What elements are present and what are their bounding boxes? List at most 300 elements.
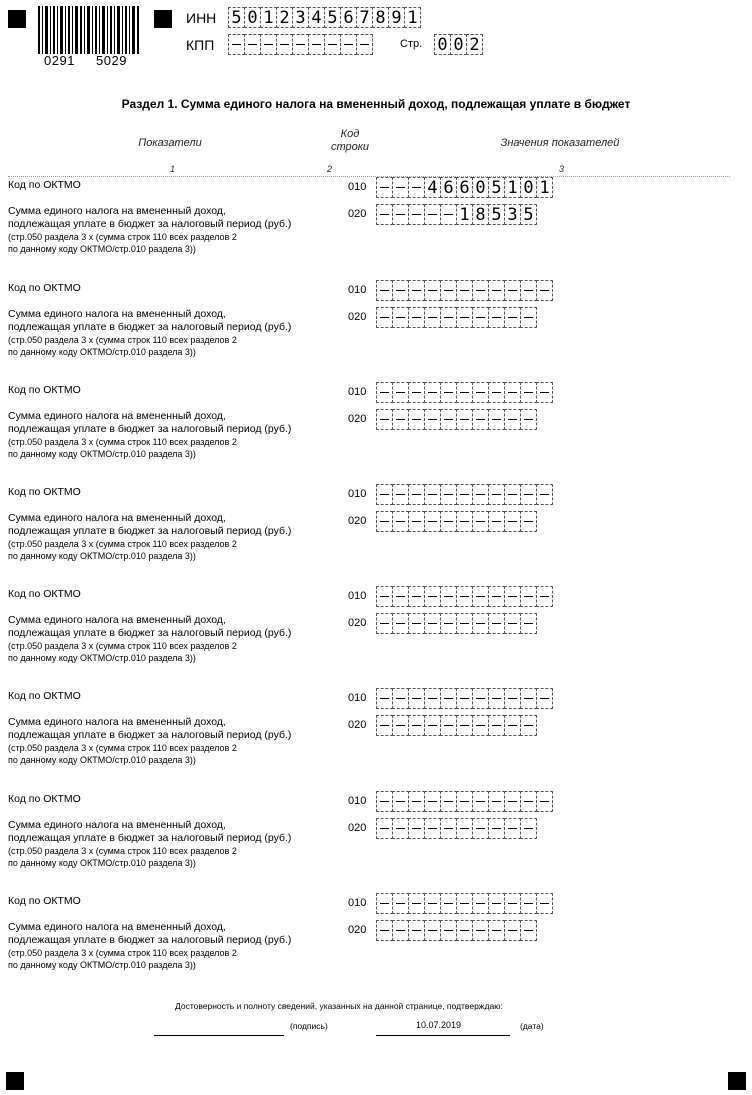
field-cell bbox=[424, 280, 441, 301]
field-cell bbox=[376, 613, 393, 634]
field-cell bbox=[424, 382, 441, 403]
tax-sum-field[interactable] bbox=[376, 920, 536, 941]
tax-sum-field[interactable] bbox=[376, 613, 536, 634]
field-cell bbox=[440, 409, 457, 430]
field-cell bbox=[408, 177, 425, 198]
field-cell bbox=[408, 511, 425, 532]
field-cell bbox=[408, 409, 425, 430]
field-cell bbox=[392, 511, 409, 532]
oktmo-block bbox=[0, 384, 752, 484]
field-cell bbox=[456, 511, 473, 532]
page-number-field[interactable] bbox=[434, 34, 482, 55]
field-cell bbox=[456, 715, 473, 736]
oktmo-label: Код по ОКТМО bbox=[8, 895, 81, 907]
field-cell bbox=[392, 280, 409, 301]
field-cell: 5 bbox=[488, 177, 505, 198]
column-header-code bbox=[330, 128, 370, 154]
field-cell bbox=[472, 715, 489, 736]
tax-sum-description bbox=[8, 205, 338, 255]
field-cell bbox=[472, 511, 489, 532]
field-cell bbox=[440, 791, 457, 812]
tax-sum-line1: Сумма единого налога на вмененный доход, bbox=[8, 716, 226, 728]
oktmo-label: Код по ОКТМО bbox=[8, 690, 81, 702]
field-cell bbox=[244, 34, 261, 55]
field-cell: 8 bbox=[472, 204, 489, 225]
oktmo-code-field[interactable] bbox=[376, 688, 552, 709]
tax-sum-line1: Сумма единого налога на вмененный доход, bbox=[8, 308, 226, 320]
column-number-3: 3 bbox=[559, 164, 565, 174]
field-cell bbox=[440, 688, 457, 709]
field-cell bbox=[376, 818, 393, 839]
section-title: Раздел 1. Сумма единого налога на вмененный доход, подлежащая уплате в бюджет bbox=[121, 97, 631, 111]
field-cell: 0 bbox=[472, 177, 489, 198]
tax-sum-description bbox=[8, 410, 338, 460]
field-cell bbox=[504, 382, 521, 403]
oktmo-code-field[interactable] bbox=[376, 791, 552, 812]
field-cell: 0 bbox=[520, 177, 537, 198]
oktmo-label: Код по ОКТМО bbox=[8, 486, 81, 498]
field-cell bbox=[504, 920, 521, 941]
field-cell bbox=[440, 893, 457, 914]
tax-sum-line1: Сумма единого налога на вмененный доход, bbox=[8, 921, 226, 933]
oktmo-block bbox=[0, 895, 752, 995]
field-cell bbox=[520, 715, 537, 736]
field-cell bbox=[392, 307, 409, 328]
field-cell bbox=[504, 715, 521, 736]
field-cell bbox=[392, 204, 409, 225]
field-cell bbox=[408, 791, 425, 812]
field-cell: 1 bbox=[536, 177, 553, 198]
field-cell bbox=[376, 791, 393, 812]
field-cell bbox=[424, 893, 441, 914]
field-cell bbox=[392, 893, 409, 914]
field-cell bbox=[376, 511, 393, 532]
line-code-010: 010 bbox=[348, 692, 367, 704]
field-cell bbox=[536, 484, 553, 505]
field-cell bbox=[392, 920, 409, 941]
field-cell bbox=[520, 307, 537, 328]
field-cell: 6 bbox=[340, 7, 357, 28]
field-cell bbox=[440, 715, 457, 736]
field-cell bbox=[488, 307, 505, 328]
field-cell bbox=[520, 280, 537, 301]
tax-sum-field[interactable] bbox=[376, 204, 536, 225]
field-cell: 2 bbox=[466, 34, 483, 55]
field-cell: 9 bbox=[388, 7, 405, 28]
tax-sum-line2: подлежащая уплате в бюджет за налоговый период (руб.) bbox=[8, 934, 292, 946]
field-cell bbox=[292, 34, 309, 55]
field-cell bbox=[488, 280, 505, 301]
field-cell bbox=[472, 818, 489, 839]
tax-sum-field[interactable] bbox=[376, 818, 536, 839]
field-cell bbox=[504, 409, 521, 430]
field-cell bbox=[536, 382, 553, 403]
field-cell bbox=[424, 586, 441, 607]
field-cell bbox=[472, 688, 489, 709]
date-value[interactable]: 10.07.2019 bbox=[416, 1020, 462, 1030]
field-cell: 4 bbox=[308, 7, 325, 28]
page-label: Стр. bbox=[400, 38, 423, 50]
field-cell: 2 bbox=[276, 7, 293, 28]
tax-sum-note2: по данному коду ОКТМО/стр.010 раздела 3)) bbox=[8, 653, 196, 663]
tax-sum-note2: по данному коду ОКТМО/стр.010 раздела 3)) bbox=[8, 244, 196, 254]
field-cell bbox=[392, 586, 409, 607]
field-cell bbox=[536, 893, 553, 914]
field-cell bbox=[520, 893, 537, 914]
oktmo-label: Код по ОКТМО bbox=[8, 793, 81, 805]
field-cell bbox=[376, 382, 393, 403]
field-cell: 1 bbox=[456, 204, 473, 225]
field-cell bbox=[440, 511, 457, 532]
corner-marker-top-left bbox=[8, 10, 26, 28]
oktmo-code-field[interactable] bbox=[376, 382, 552, 403]
field-cell bbox=[376, 586, 393, 607]
field-cell: 5 bbox=[228, 7, 245, 28]
field-cell bbox=[504, 818, 521, 839]
inn-field[interactable] bbox=[228, 7, 420, 28]
field-cell bbox=[424, 818, 441, 839]
field-cell bbox=[456, 280, 473, 301]
field-cell: 0 bbox=[244, 7, 261, 28]
oktmo-block bbox=[0, 793, 752, 893]
field-cell bbox=[536, 688, 553, 709]
field-cell bbox=[456, 818, 473, 839]
field-cell bbox=[456, 382, 473, 403]
field-cell bbox=[520, 382, 537, 403]
field-cell bbox=[472, 613, 489, 634]
tax-sum-note1: (стр.050 раздела 3 х (сумма строк 110 всех разделов 2 bbox=[8, 641, 237, 651]
oktmo-block bbox=[0, 588, 752, 688]
field-cell bbox=[504, 511, 521, 532]
field-cell bbox=[276, 34, 293, 55]
field-cell bbox=[424, 715, 441, 736]
date-line bbox=[376, 1035, 510, 1036]
field-cell bbox=[408, 484, 425, 505]
tax-sum-field[interactable] bbox=[376, 409, 536, 430]
field-cell bbox=[488, 586, 505, 607]
field-cell: 3 bbox=[504, 204, 521, 225]
field-cell bbox=[488, 688, 505, 709]
line-code-010: 010 bbox=[348, 897, 367, 909]
field-cell bbox=[376, 484, 393, 505]
tax-sum-note2: по данному коду ОКТМО/стр.010 раздела 3)) bbox=[8, 449, 196, 459]
tax-sum-line1: Сумма единого налога на вмененный доход, bbox=[8, 512, 226, 524]
field-cell bbox=[456, 586, 473, 607]
oktmo-block bbox=[0, 282, 752, 382]
date-label: (дата) bbox=[520, 1021, 544, 1031]
field-cell: 1 bbox=[260, 7, 277, 28]
tax-sum-line1: Сумма единого налога на вмененный доход, bbox=[8, 614, 226, 626]
tax-sum-line2: подлежащая уплате в бюджет за налоговый период (руб.) bbox=[8, 832, 292, 844]
line-code-020: 020 bbox=[348, 924, 367, 936]
kpp-label: КПП bbox=[186, 37, 215, 53]
field-cell bbox=[424, 307, 441, 328]
tax-sum-line1: Сумма единого налога на вмененный доход, bbox=[8, 205, 226, 217]
field-cell bbox=[456, 409, 473, 430]
column-header-rule bbox=[8, 176, 730, 177]
field-cell bbox=[520, 791, 537, 812]
field-cell bbox=[424, 484, 441, 505]
tax-sum-note2: по данному коду ОКТМО/стр.010 раздела 3)) bbox=[8, 858, 196, 868]
field-cell bbox=[408, 280, 425, 301]
field-cell bbox=[392, 484, 409, 505]
field-cell bbox=[440, 920, 457, 941]
field-cell bbox=[408, 688, 425, 709]
field-cell bbox=[440, 280, 457, 301]
field-cell bbox=[520, 613, 537, 634]
field-cell bbox=[408, 920, 425, 941]
tax-sum-description bbox=[8, 716, 338, 766]
line-code-020: 020 bbox=[348, 822, 367, 834]
field-cell bbox=[408, 586, 425, 607]
field-cell: 0 bbox=[434, 34, 451, 55]
oktmo-block bbox=[0, 690, 752, 790]
line-code-010: 010 bbox=[348, 386, 367, 398]
tax-sum-field[interactable] bbox=[376, 511, 536, 532]
field-cell bbox=[424, 511, 441, 532]
kpp-field[interactable] bbox=[228, 34, 372, 55]
field-cell bbox=[392, 409, 409, 430]
field-cell bbox=[356, 34, 373, 55]
field-cell bbox=[376, 177, 393, 198]
tax-sum-description bbox=[8, 819, 338, 869]
field-cell bbox=[504, 280, 521, 301]
field-cell bbox=[392, 688, 409, 709]
field-cell bbox=[536, 791, 553, 812]
field-cell bbox=[440, 484, 457, 505]
line-code-010: 010 bbox=[348, 284, 367, 296]
tax-sum-field[interactable] bbox=[376, 715, 536, 736]
field-cell: 6 bbox=[456, 177, 473, 198]
field-cell bbox=[308, 34, 325, 55]
field-cell bbox=[520, 484, 537, 505]
corner-marker-bottom-left bbox=[6, 1072, 24, 1090]
oktmo-block bbox=[0, 179, 752, 279]
field-cell bbox=[376, 920, 393, 941]
field-cell: 0 bbox=[450, 34, 467, 55]
field-cell bbox=[340, 34, 357, 55]
field-cell bbox=[520, 511, 537, 532]
tax-sum-description bbox=[8, 921, 338, 971]
signature-label: (подпись) bbox=[290, 1021, 328, 1031]
line-code-020: 020 bbox=[348, 515, 367, 527]
line-code-010: 010 bbox=[348, 488, 367, 500]
field-cell bbox=[424, 409, 441, 430]
oktmo-label: Код по ОКТМО bbox=[8, 588, 81, 600]
signature-line[interactable] bbox=[154, 1035, 284, 1036]
field-cell bbox=[520, 920, 537, 941]
field-cell bbox=[324, 34, 341, 55]
oktmo-label: Код по ОКТМО bbox=[8, 179, 81, 191]
field-cell bbox=[504, 586, 521, 607]
field-cell bbox=[456, 307, 473, 328]
field-cell bbox=[376, 688, 393, 709]
field-cell bbox=[488, 920, 505, 941]
field-cell bbox=[504, 893, 521, 914]
field-cell bbox=[504, 613, 521, 634]
field-cell: 7 bbox=[356, 7, 373, 28]
field-cell bbox=[472, 409, 489, 430]
field-cell bbox=[504, 791, 521, 812]
field-cell bbox=[536, 586, 553, 607]
tax-sum-note1: (стр.050 раздела 3 х (сумма строк 110 всех разделов 2 bbox=[8, 437, 237, 447]
field-cell bbox=[424, 613, 441, 634]
field-cell bbox=[520, 586, 537, 607]
column-header-code-line1: Код bbox=[340, 128, 360, 140]
field-cell bbox=[424, 920, 441, 941]
field-cell bbox=[440, 382, 457, 403]
column-header-values: Значения показателей bbox=[500, 137, 620, 149]
field-cell bbox=[392, 791, 409, 812]
field-cell bbox=[472, 280, 489, 301]
tax-sum-line2: подлежащая уплате в бюджет за налоговый период (руб.) bbox=[8, 627, 292, 639]
oktmo-label: Код по ОКТМО bbox=[8, 384, 81, 396]
field-cell bbox=[504, 484, 521, 505]
field-cell bbox=[456, 688, 473, 709]
field-cell bbox=[488, 511, 505, 532]
field-cell bbox=[440, 613, 457, 634]
field-cell bbox=[392, 715, 409, 736]
field-cell bbox=[392, 177, 409, 198]
tax-sum-note1: (стр.050 раздела 3 х (сумма строк 110 всех разделов 2 bbox=[8, 232, 237, 242]
field-cell bbox=[228, 34, 245, 55]
barcode-number-right: 5029 bbox=[96, 53, 127, 68]
field-cell bbox=[408, 613, 425, 634]
column-number-1: 1 bbox=[170, 164, 176, 174]
field-cell bbox=[488, 893, 505, 914]
field-cell bbox=[488, 715, 505, 736]
tax-sum-note2: по данному коду ОКТМО/стр.010 раздела 3)) bbox=[8, 551, 196, 561]
column-number-2: 2 bbox=[327, 164, 333, 174]
tax-sum-note2: по данному коду ОКТМО/стр.010 раздела 3)) bbox=[8, 960, 196, 970]
line-code-020: 020 bbox=[348, 208, 367, 220]
field-cell bbox=[260, 34, 277, 55]
field-cell bbox=[376, 204, 393, 225]
field-cell bbox=[472, 484, 489, 505]
field-cell bbox=[408, 204, 425, 225]
oktmo-code-field[interactable] bbox=[376, 586, 552, 607]
tax-sum-line1: Сумма единого налога на вмененный доход, bbox=[8, 410, 226, 422]
field-cell bbox=[392, 382, 409, 403]
field-cell bbox=[392, 818, 409, 839]
barcode-number-left: 0291 bbox=[44, 53, 75, 68]
field-cell: 5 bbox=[520, 204, 537, 225]
field-cell bbox=[488, 791, 505, 812]
field-cell bbox=[488, 613, 505, 634]
field-cell: 4 bbox=[424, 177, 441, 198]
tax-sum-note1: (стр.050 раздела 3 х (сумма строк 110 всех разделов 2 bbox=[8, 539, 237, 549]
field-cell: 3 bbox=[292, 7, 309, 28]
field-cell bbox=[376, 893, 393, 914]
oktmo-code-field[interactable] bbox=[376, 280, 552, 301]
line-code-020: 020 bbox=[348, 413, 367, 425]
column-header-code-line2: строки bbox=[330, 141, 370, 153]
field-cell bbox=[408, 307, 425, 328]
tax-sum-note2: по данному коду ОКТМО/стр.010 раздела 3)) bbox=[8, 755, 196, 765]
oktmo-label: Код по ОКТМО bbox=[8, 282, 81, 294]
field-cell bbox=[472, 307, 489, 328]
line-code-010: 010 bbox=[348, 181, 367, 193]
tax-sum-line2: подлежащая уплате в бюджет за налоговый период (руб.) bbox=[8, 525, 292, 537]
line-code-010: 010 bbox=[348, 590, 367, 602]
field-cell bbox=[488, 818, 505, 839]
field-cell bbox=[536, 280, 553, 301]
field-cell bbox=[472, 382, 489, 403]
tax-sum-description bbox=[8, 512, 338, 562]
oktmo-code-field[interactable] bbox=[376, 177, 552, 198]
tax-sum-note1: (стр.050 раздела 3 х (сумма строк 110 всех разделов 2 bbox=[8, 743, 237, 753]
field-cell bbox=[520, 688, 537, 709]
oktmo-code-field[interactable] bbox=[376, 893, 552, 914]
field-cell bbox=[424, 688, 441, 709]
field-cell bbox=[440, 204, 457, 225]
tax-sum-note2: по данному коду ОКТМО/стр.010 раздела 3)) bbox=[8, 347, 196, 357]
field-cell: 6 bbox=[440, 177, 457, 198]
field-cell bbox=[456, 791, 473, 812]
field-cell bbox=[408, 893, 425, 914]
field-cell bbox=[472, 791, 489, 812]
corner-marker-top-mid bbox=[154, 10, 172, 28]
field-cell bbox=[456, 613, 473, 634]
field-cell bbox=[392, 613, 409, 634]
field-cell: 5 bbox=[488, 204, 505, 225]
field-cell bbox=[456, 893, 473, 914]
oktmo-block bbox=[0, 486, 752, 586]
tax-sum-line2: подлежащая уплате в бюджет за налоговый период (руб.) bbox=[8, 218, 292, 230]
column-header-indicators: Показатели bbox=[138, 137, 202, 149]
field-cell bbox=[408, 715, 425, 736]
field-cell: 1 bbox=[504, 177, 521, 198]
line-code-020: 020 bbox=[348, 719, 367, 731]
field-cell bbox=[488, 484, 505, 505]
tax-sum-note1: (стр.050 раздела 3 х (сумма строк 110 всех разделов 2 bbox=[8, 335, 237, 345]
tax-sum-description bbox=[8, 614, 338, 664]
tax-sum-line2: подлежащая уплате в бюджет за налоговый период (руб.) bbox=[8, 423, 292, 435]
tax-sum-description bbox=[8, 308, 338, 358]
field-cell bbox=[376, 307, 393, 328]
field-cell bbox=[376, 280, 393, 301]
field-cell: 8 bbox=[372, 7, 389, 28]
field-cell bbox=[472, 893, 489, 914]
line-code-020: 020 bbox=[348, 617, 367, 629]
field-cell bbox=[472, 920, 489, 941]
footer-confirmation: Достоверность и полноту сведений, указанных на данной странице, подтверждаю: bbox=[175, 1001, 503, 1011]
line-code-020: 020 bbox=[348, 311, 367, 323]
oktmo-code-field[interactable] bbox=[376, 484, 552, 505]
field-cell bbox=[456, 484, 473, 505]
field-cell bbox=[408, 818, 425, 839]
tax-sum-line1: Сумма единого налога на вмененный доход, bbox=[8, 819, 226, 831]
inn-label: ИНН bbox=[186, 10, 217, 26]
field-cell bbox=[488, 382, 505, 403]
field-cell bbox=[424, 204, 441, 225]
field-cell bbox=[440, 586, 457, 607]
field-cell bbox=[520, 818, 537, 839]
field-cell bbox=[520, 409, 537, 430]
field-cell bbox=[424, 791, 441, 812]
tax-sum-line2: подлежащая уплате в бюджет за налоговый период (руб.) bbox=[8, 321, 292, 333]
field-cell: 5 bbox=[324, 7, 341, 28]
field-cell bbox=[472, 586, 489, 607]
field-cell bbox=[504, 688, 521, 709]
field-cell bbox=[376, 715, 393, 736]
field-cell bbox=[488, 409, 505, 430]
corner-marker-bottom-right bbox=[728, 1072, 746, 1090]
field-cell: 1 bbox=[404, 7, 421, 28]
tax-sum-line2: подлежащая уплате в бюджет за налоговый период (руб.) bbox=[8, 729, 292, 741]
field-cell bbox=[376, 409, 393, 430]
tax-sum-field[interactable] bbox=[376, 307, 536, 328]
